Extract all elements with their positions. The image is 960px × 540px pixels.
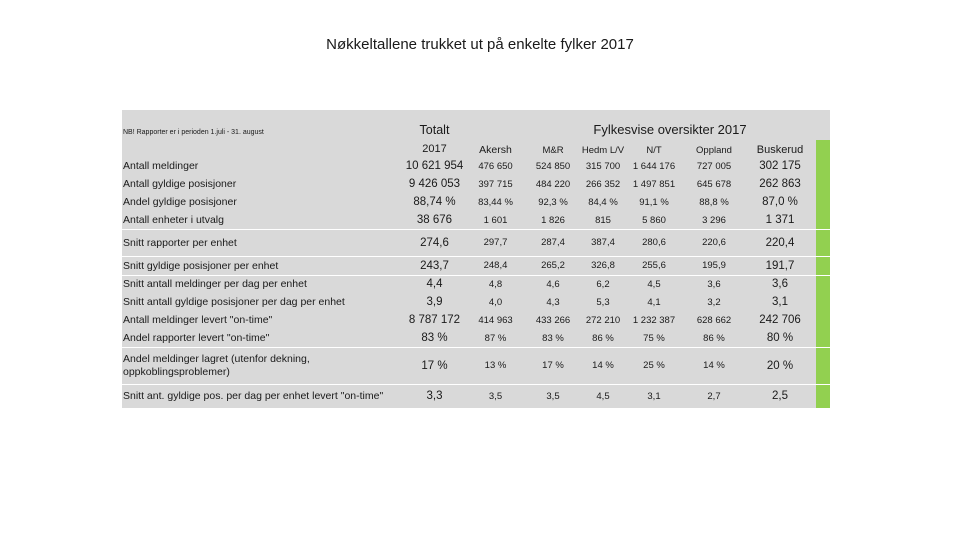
row-value: 4,5 [647, 278, 661, 290]
row-value: 4,1 [647, 296, 661, 308]
row-value: 4,8 [488, 278, 503, 290]
row-label: Andel gyldige posisjoner [123, 196, 237, 208]
row-total: 3,3 [426, 390, 443, 402]
row-value: 14 % [592, 360, 614, 371]
totalt-header: Totalt [419, 123, 450, 137]
row-value: 1 497 851 [632, 178, 676, 190]
row-value: 3,5 [488, 390, 503, 402]
row-value: 4,3 [546, 296, 560, 308]
row-value: 3,1 [772, 296, 788, 308]
row-value: 3,6 [707, 278, 721, 290]
county-header-0: Akersh [479, 144, 512, 156]
row-label: Antall gyldige posisjoner [123, 178, 237, 190]
row-value: 13 % [484, 360, 507, 371]
row-value: 1 644 176 [632, 160, 676, 172]
row-value: 3,1 [647, 390, 661, 402]
row-total: 243,7 [420, 259, 449, 272]
row-value: 326,8 [591, 260, 615, 271]
row-value: 88,8 % [699, 196, 729, 208]
county-header-4: Oppland [696, 144, 732, 156]
row-value: 4,5 [596, 390, 610, 402]
row-value: 387,4 [591, 237, 615, 248]
row-label: Snitt antall gyldige posisjoner per dag per enhet [123, 296, 345, 308]
row-total: 4,4 [426, 278, 443, 290]
row-total: 88,74 % [413, 196, 456, 208]
row-value: 3,5 [546, 390, 560, 402]
row-value: 265,2 [541, 260, 565, 271]
row-value: 3 296 [702, 214, 726, 226]
row-value: 5,3 [596, 296, 610, 308]
row-value: 242 706 [759, 314, 801, 326]
row-label: Andel meldinger lagret (utenfor dekning, oppkoblingsproblemer) [123, 352, 310, 378]
row-value: 75 % [643, 332, 665, 344]
row-value: 414 963 [478, 314, 513, 326]
row-value: 3,6 [772, 278, 788, 290]
row-value: 87 % [484, 332, 507, 344]
row-value: 266 352 [585, 178, 621, 190]
row-value: 1 826 [541, 214, 565, 226]
row-value: 1 601 [483, 214, 508, 226]
row-value: 315 700 [585, 160, 621, 172]
row-value: 17 % [542, 360, 564, 371]
row-value: 484 220 [535, 178, 571, 190]
fylkesvise-header: Fylkesvise oversikter 2017 [593, 121, 747, 137]
row-value: 6,2 [596, 278, 610, 290]
row-value: 645 678 [696, 178, 732, 190]
row-value: 83 % [542, 332, 564, 344]
row-value: 80 % [766, 332, 794, 344]
year-label: 2017 [422, 142, 447, 155]
row-label: Snitt antall meldinger per dag per enhet [123, 278, 307, 290]
row-total: 274,6 [420, 236, 449, 249]
row-total: 38 676 [416, 214, 453, 226]
row-value: 397 715 [478, 178, 513, 190]
row-value: 86 % [592, 332, 614, 344]
row-value: 524 850 [535, 160, 571, 172]
row-value: 1 232 387 [632, 314, 676, 326]
row-value: 262 863 [759, 178, 801, 190]
row-value: 476 650 [478, 160, 513, 172]
row-value: 1 371 [765, 214, 795, 226]
row-value: 2,5 [772, 390, 788, 402]
county-header-1: M&R [542, 144, 564, 156]
row-value: 4,6 [546, 278, 560, 290]
row-total: 17 % [421, 359, 448, 372]
row-value: 191,7 [765, 259, 795, 272]
row-total: 83 % [421, 332, 448, 344]
row-value: 248,4 [483, 260, 508, 271]
row-label: Snitt rapporter per enhet [123, 236, 237, 249]
row-label: Andel rapporter levert "on-time" [123, 332, 270, 344]
row-value: 86 % [703, 332, 725, 344]
note-text: NB! Rapporter er i perioden 1.juli - 31. august [123, 128, 264, 136]
row-value: 25 % [643, 360, 665, 371]
row-value: 92,3 % [538, 196, 568, 208]
row-value: 272 210 [585, 314, 621, 326]
row-value: 5 860 [642, 214, 666, 226]
row-value: 83,44 % [478, 196, 513, 208]
row-value: 727 005 [696, 160, 732, 172]
row-value: 628 662 [696, 314, 732, 326]
row-value: 255,6 [642, 260, 666, 271]
page-title: Nøkkeltallene trukket ut på enkelte fylker 2017 [326, 36, 634, 53]
row-label: Snitt gyldige posisjoner per enhet [123, 259, 279, 272]
green-strip [816, 140, 830, 408]
row-label: Antall enheter i utvalg [123, 214, 224, 226]
row-value: 287,4 [541, 237, 565, 248]
county-header-2: Hedm L/V [582, 144, 624, 156]
row-total: 9 426 053 [408, 178, 461, 190]
county-header-5: Buskerud [756, 144, 804, 156]
row-total: 8 787 172 [408, 314, 461, 326]
row-value: 280,6 [642, 237, 666, 248]
row-value: 433 266 [535, 314, 571, 326]
row-value: 195,9 [702, 260, 726, 271]
row-value: 14 % [703, 360, 725, 371]
row-total: 10 621 954 [405, 160, 464, 172]
row-value: 4,0 [488, 296, 503, 308]
row-value: 220,4 [765, 236, 795, 249]
key-figures-table [122, 110, 830, 408]
row-value: 84,4 % [588, 196, 618, 208]
row-label: Antall meldinger levert "on-time" [123, 314, 273, 326]
row-value: 87,0 % [762, 196, 798, 208]
row-value: 297,7 [483, 237, 508, 248]
row-label: Snitt ant. gyldige pos. per dag per enhet levert "on-time" [123, 390, 384, 402]
row-value: 302 175 [759, 160, 801, 172]
row-value: 2,7 [707, 390, 721, 402]
row-value: 91,1 % [639, 196, 669, 208]
row-value: 220,6 [702, 237, 726, 248]
row-value: 20 % [766, 359, 794, 372]
row-value: 3,2 [707, 296, 721, 308]
row-total: 3,9 [426, 296, 443, 308]
county-header-3: N/T [646, 144, 662, 156]
row-value: 815 [595, 214, 611, 226]
row-label: Antall meldinger [123, 160, 199, 172]
